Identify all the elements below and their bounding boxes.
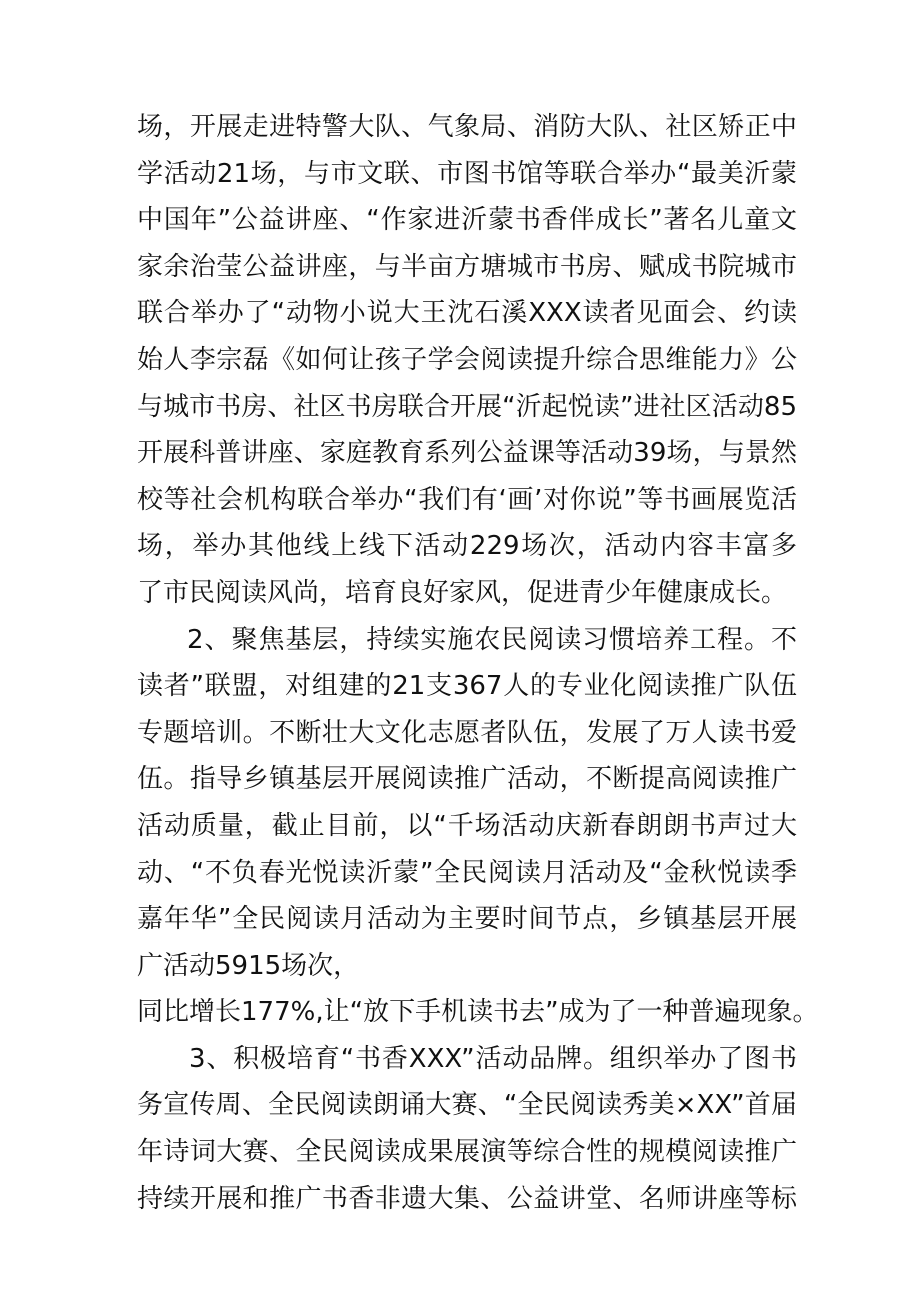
paragraph-2-first-line: 2、聚焦基层，持续实施农民阅读习惯培养工程。不 <box>187 624 797 655</box>
text-line: 伍。指导乡镇基层开展阅读推广活动，不断提高阅读推广 <box>137 764 797 795</box>
text-line: 活动质量，截止目前，以“千场活动庆新春朗朗书声过大 <box>137 810 797 841</box>
text-line: 场，举办其他线上线下活动229场次，活动内容丰富多 <box>137 531 797 562</box>
text-line: 专题培训。不断壮大文化志愿者队伍，发展了万人读书爱 <box>137 717 797 748</box>
text-line: 中国年”公益讲座、“作家进沂蒙书香伴成长”著名儿童文 <box>137 205 797 236</box>
text-line: 始人李宗磊《如何让孩子学会阅读提升综合思维能力》公 <box>137 344 797 375</box>
text-line: 了市民阅读风尚，培育良好家风，促进青少年健康成长。 <box>137 577 788 608</box>
text-line: 与城市书房、社区书房联合开展“沂起悦读”进社区活动85 <box>137 391 797 422</box>
text-line: 嘉年华”全民阅读月活动为主要时间节点，乡镇基层开展 <box>137 904 797 935</box>
text-line: 学活动21场，与市文联、市图书馆等联合举办“最美沂蒙 <box>137 158 797 189</box>
text-line: 联合举办了“动物小说大王沈石溪XXX读者见面会、约读 <box>137 298 797 329</box>
text-line: 持续开展和推广书香非遗大集、公益讲堂、名师讲座等标 <box>137 1183 797 1214</box>
paragraph-3-first-line: 3、积极培育“书香XXX”活动品牌。组织举办了图书 <box>189 1043 797 1074</box>
text-line: 开展科普讲座、家庭教育系列公益课等活动39场，与景然 <box>137 438 797 469</box>
text-line: 读者”联盟，对组建的21支367人的专业化阅读推广队伍 <box>137 671 797 702</box>
text-line: 同比增长177%,让“放下手机读书去”成为了一种普遍现象。 <box>137 997 819 1028</box>
document-body <box>137 104 819 1222</box>
text-line: 年诗词大赛、全民阅读成果展演等综合性的规模阅读推广 <box>137 1137 797 1168</box>
text-line: 广活动5915场次， <box>137 950 360 981</box>
text-line: 务宣传周、全民阅读朗诵大赛、“全民阅读秀美×XX”首届 <box>137 1090 797 1121</box>
text-line: 家余治莹公益讲座，与半亩方塘城市书房、赋成书院城市 <box>137 251 797 282</box>
text-line: 校等社会机构联合举办“我们有‘画’对你说”等书画展览活 <box>137 484 797 515</box>
text-line: 动、“不负春光悦读沂蒙”全民阅读月活动及“金秋悦读季 <box>137 857 797 888</box>
text-line: 场，开展走进特警大队、气象局、消防大队、社区矫正中 <box>137 112 797 142</box>
